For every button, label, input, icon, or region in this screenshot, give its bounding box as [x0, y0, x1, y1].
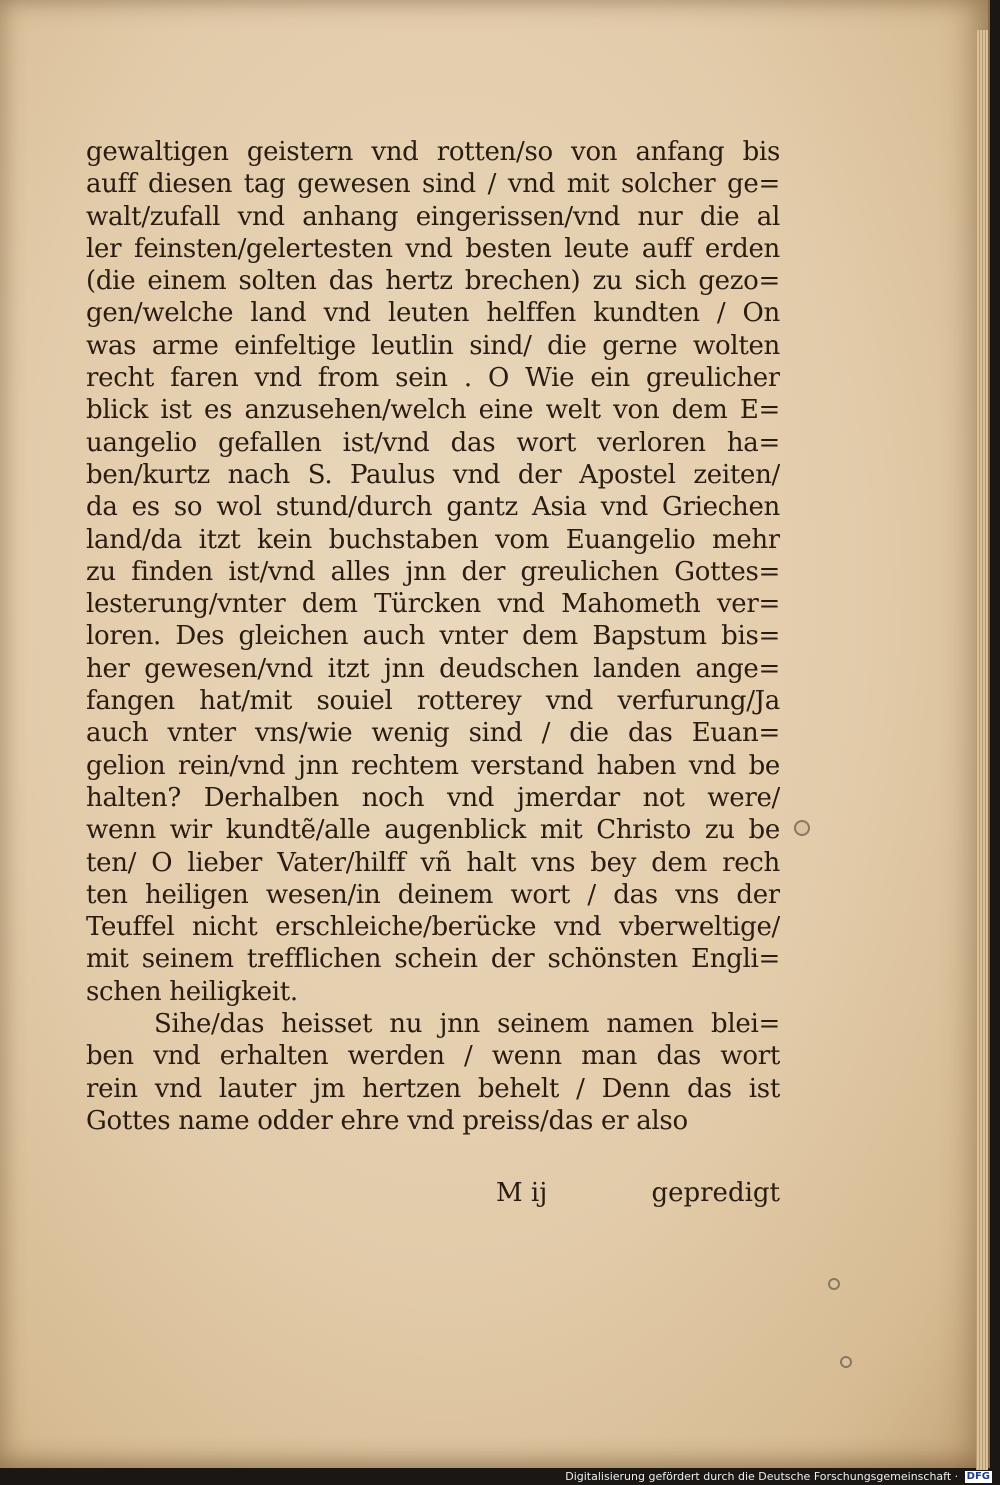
signature-mark: M ij — [496, 1178, 548, 1208]
text-line: gewaltigen geistern vnd rotten/so von anfang bis — [86, 137, 780, 167]
text-line: recht faren vnd from sein . O Wie ein greulicher — [86, 363, 780, 394]
text-line: wenn wir kundtẽ/alle augenblick mit Christo zu be — [86, 815, 780, 846]
page-edge — [976, 30, 988, 1470]
text-line: lesterung/vnter dem Türcken vnd Mahometh ver= — [86, 589, 780, 620]
binding-hole — [794, 820, 810, 836]
digitization-credit — [565, 1468, 992, 1485]
text-line: zu finden ist/vnd alles jnn der greulichen Gottes= — [86, 556, 780, 587]
text-line: loren. Des gleichen auch vnter dem Bapstum bis= — [86, 621, 780, 652]
page-text — [86, 136, 780, 1137]
text-line: was arme einfeltige leutlin sind/ die gerne wolten — [86, 330, 780, 361]
catchword: gepredigt — [651, 1178, 780, 1208]
text-line: schen heiligkeit. — [86, 976, 298, 1007]
text-line: blick ist es anzusehen/welch eine welt von dem E= — [86, 395, 780, 426]
text-line: ler feinsten/gelertesten vnd besten leute auff erden — [86, 233, 780, 264]
page-footer — [86, 1178, 780, 1214]
text-line: walt/zufall vnd anhang eingerissen/vnd nur die al — [86, 201, 780, 232]
text-line: halten? Derhalben noch vnd jmerdar not were/ — [86, 782, 780, 813]
text-line: auff diesen tag gewesen sind / vnd mit solcher ge= — [86, 169, 780, 200]
text-line: Teuffel nicht erschleiche/berücke vnd vberweltige/ — [86, 912, 780, 943]
text-line: fangen hat/mit souiel rotterey vnd verfurung/Ja — [86, 686, 780, 717]
text-line: ben vnd erhalten werden / wenn man das wort — [86, 1041, 780, 1072]
text-line: auch vnter vns/wie wenig sind / die das Euan= — [86, 718, 780, 749]
dfg-logo: DFG — [966, 1471, 990, 1482]
binding-hole — [840, 1356, 852, 1368]
text-line: rein vnd lauter jm hertzen behelt / Denn das ist — [86, 1073, 780, 1104]
text-line: Sihe/das heisset nu jnn seinem namen blei= — [154, 1009, 780, 1040]
text-line: Gottes name odder ehre vnd preiss/das er also — [86, 1105, 688, 1136]
text-line: ben/kurtz nach S. Paulus vnd der Apostel zeiten/ — [86, 459, 780, 490]
text-line: da es so wol stund/durch gantz Asia vnd Griechen — [86, 492, 780, 523]
text-line: uangelio gefallen ist/vnd das wort verloren ha= — [86, 427, 780, 458]
text-line: gen/welche land vnd leuten helffen kundten / On — [86, 298, 780, 329]
binding-hole — [828, 1278, 840, 1290]
credit-text: Digitalisierung gefördert durch die Deutsche Forschungsgemeinschaft · — [565, 1470, 959, 1483]
text-line: ten/ O lieber Vater/hilff vñ halt vns bey dem rech — [86, 847, 780, 878]
text-line: gelion rein/vnd jnn rechtem verstand haben vnd be — [86, 750, 780, 781]
text-line: her gewesen/vnd itzt jnn deudschen landen ange= — [86, 653, 780, 684]
text-line: mit seinem trefflichen schein der schönsten Engli= — [86, 944, 780, 975]
text-line: land/da itzt kein buchstaben vom Euangelio mehr — [86, 524, 780, 555]
text-line: (die einem solten das hertz brechen) zu sich gezo= — [86, 266, 780, 297]
text-line: ten heiligen wesen/in deinem wort / das vns der — [86, 879, 780, 910]
